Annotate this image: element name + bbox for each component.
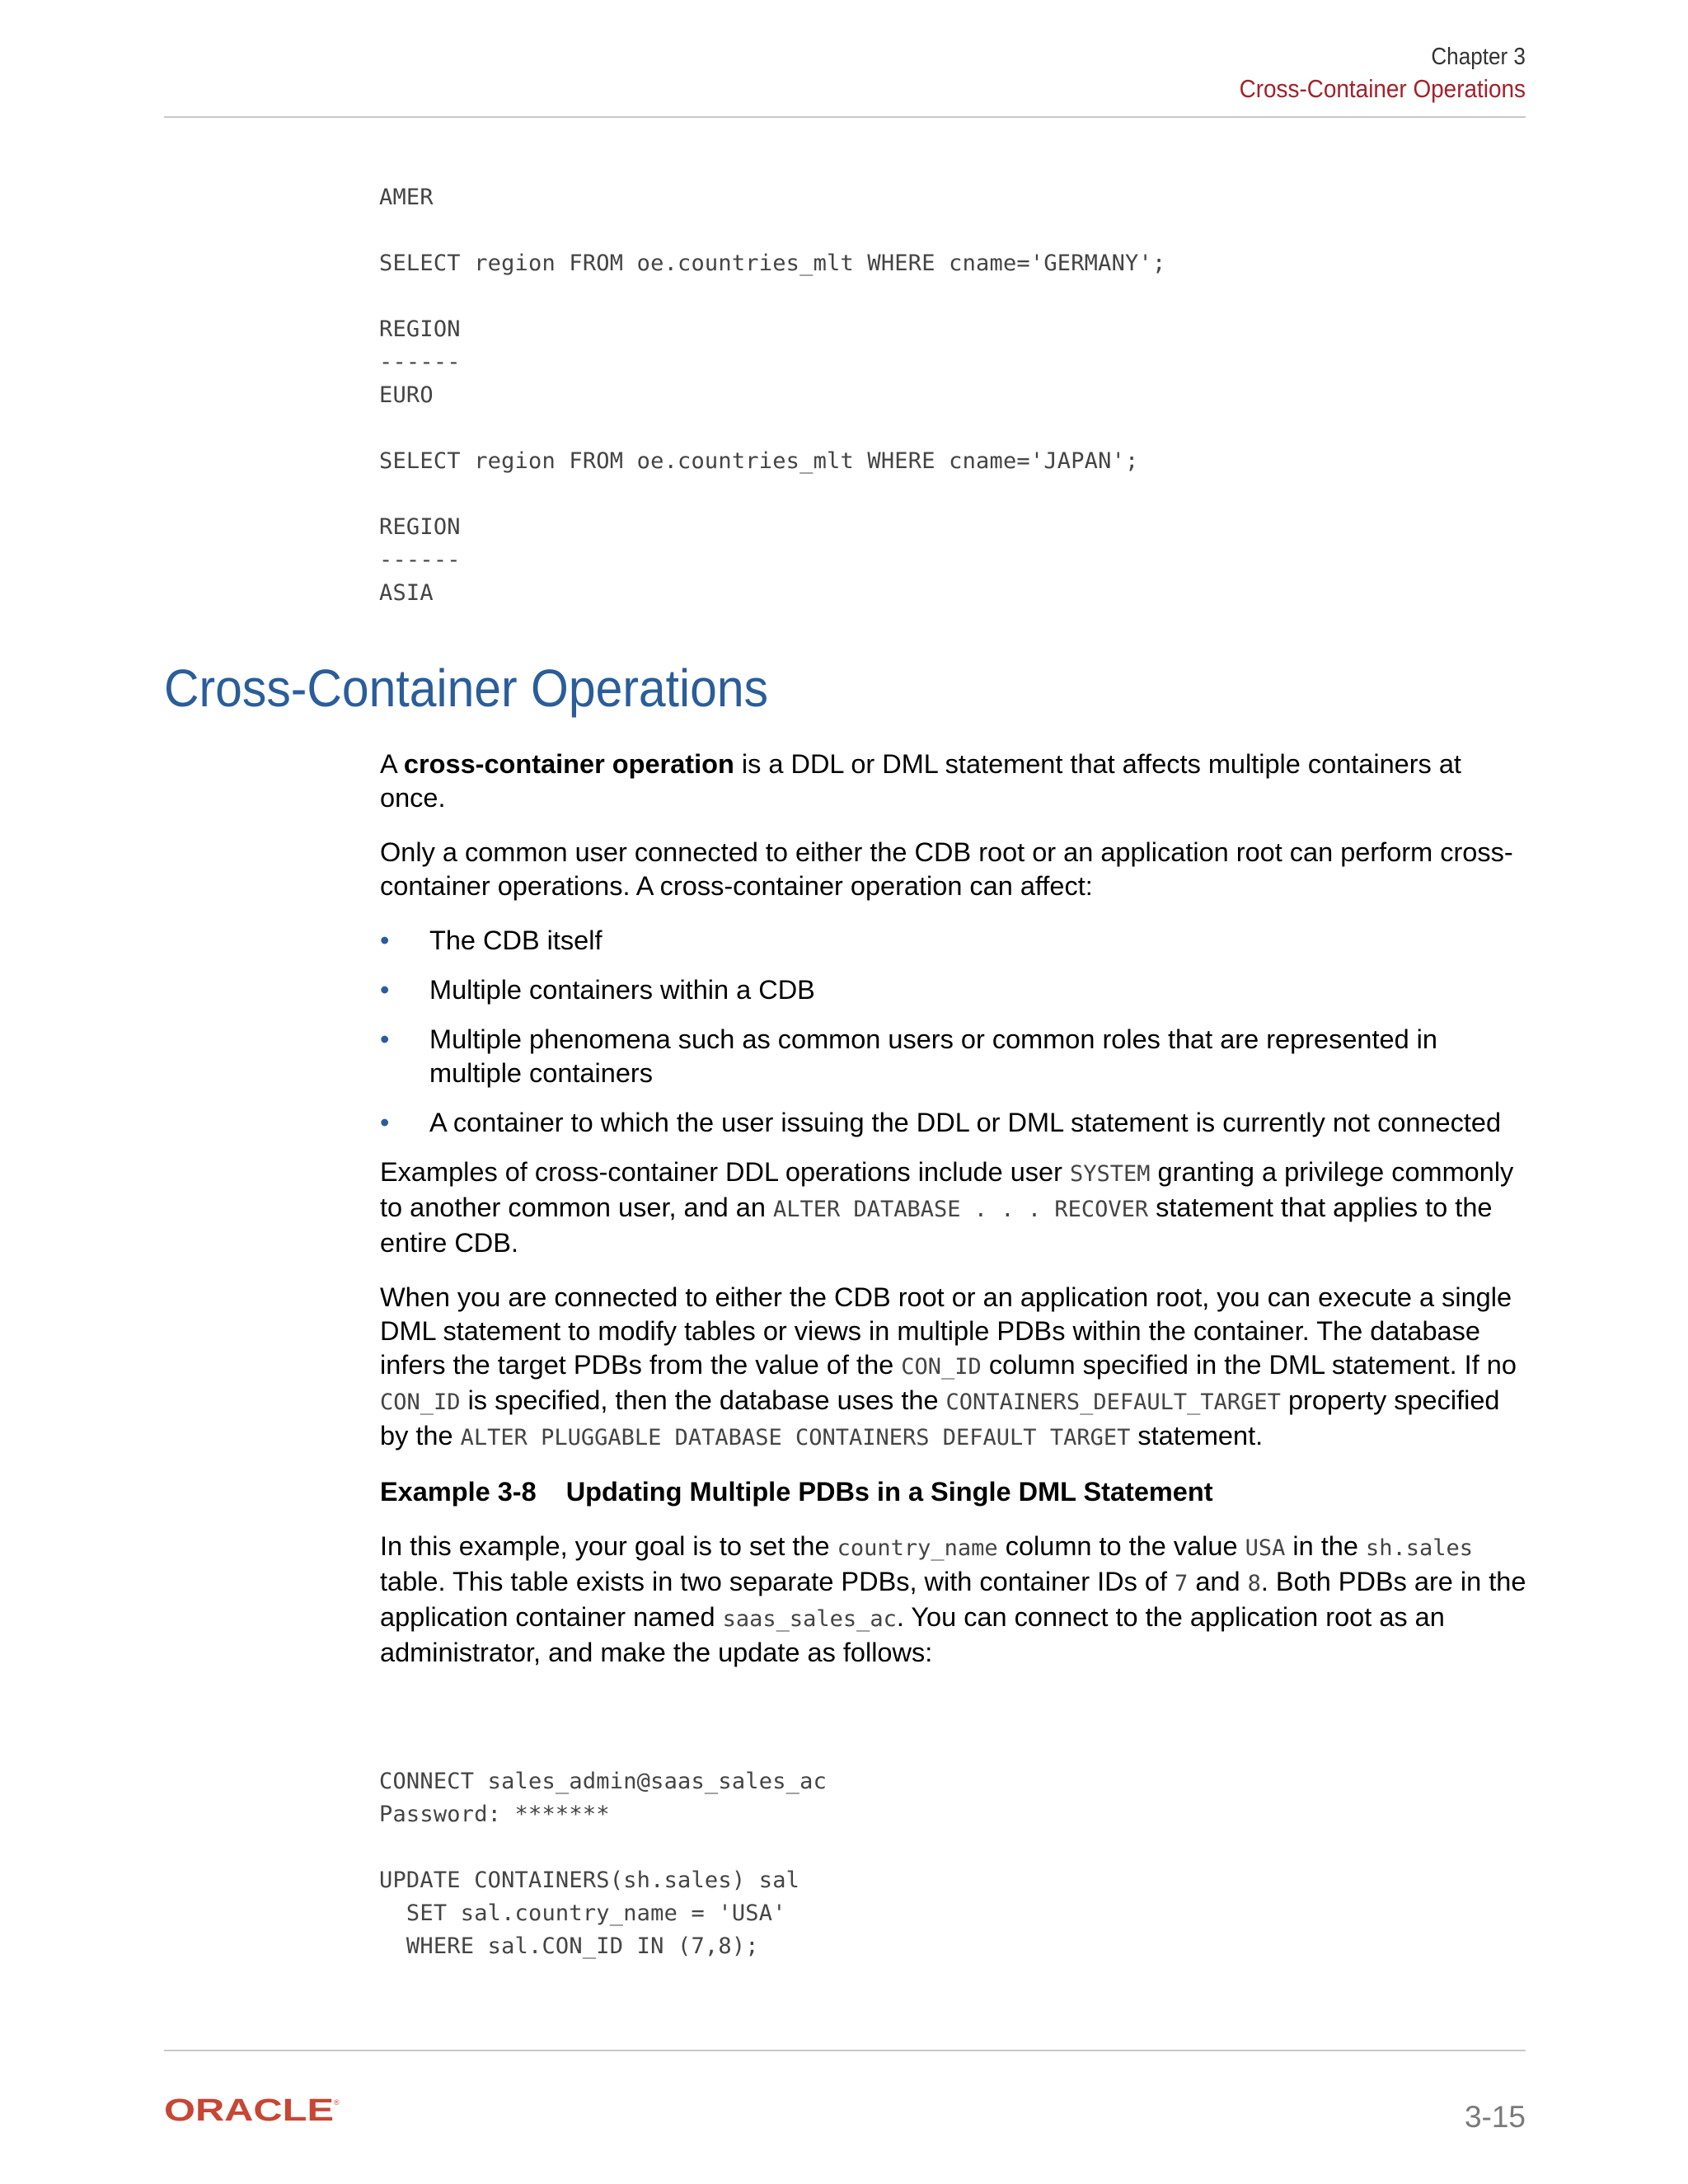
inline-code: sh.sales — [1365, 1535, 1473, 1561]
text: statement that applies to the entire CDB. — [380, 1193, 1493, 1258]
text: table. This table exists in two separate PDBs, with container IDs of — [380, 1567, 1175, 1596]
section-title: Cross-Container Operations — [164, 658, 769, 718]
body-text — [380, 748, 1527, 1690]
text: statement. — [1130, 1421, 1264, 1451]
list-item-text: Multiple containers within a CDB — [429, 975, 815, 1005]
text: . You can connect to the application root as an administrator, and make the update as follows: — [380, 1602, 1445, 1667]
chapter-label: Chapter 3 — [1431, 44, 1526, 70]
paragraph-example — [380, 1530, 1527, 1670]
text: column specified in the DML statement. If no — [981, 1350, 1517, 1380]
text: is a DDL or DML statement that affects multiple containers at once. — [380, 749, 1461, 813]
example-heading: Updating Multiple PDBs in a Single DML Statement — [565, 1477, 1213, 1507]
text: column to the value — [997, 1531, 1245, 1561]
text: Examples of cross-container DDL operations include user — [380, 1157, 1070, 1187]
text: property specified by the — [380, 1385, 1500, 1451]
list-item-text: Multiple phenomena such as common users or common roles that are represented in multiple containers — [429, 1024, 1437, 1088]
defined-term: cross-container operation — [403, 749, 734, 779]
text: and — [1188, 1567, 1248, 1596]
list-item — [380, 1023, 1527, 1090]
text: is specified, then the database uses the — [460, 1385, 946, 1415]
inline-code: ALTER PLUGGABLE DATABASE CONTAINERS DEFAULT TARGET — [460, 1425, 1131, 1451]
section-label: Cross-Container Operations — [1239, 74, 1526, 103]
paragraph-definition — [380, 748, 1527, 815]
inline-code: ALTER DATABASE . . . RECOVER — [772, 1197, 1149, 1222]
code-block-queries: AMER SELECT region FROM oe.countries_mlt WHERE cname='GERMANY'; REGION ------ EURO SELECT region FROM oe.countries_mlt WHERE cname='JAPAN'; REGION ------ ASIA — [379, 185, 1166, 606]
list-item — [380, 973, 1527, 1007]
header-rule — [164, 116, 1526, 118]
inline-code: SYSTEM — [1069, 1161, 1151, 1187]
text: . Both PDBs are in the application container named — [380, 1567, 1526, 1632]
bullet-icon: • — [380, 1024, 390, 1054]
list-item-text: A container to which the user issuing the DDL or DML statement is currently not connected — [429, 1108, 1502, 1137]
page-number: 3-15 — [1464, 2100, 1526, 2134]
list-item — [380, 924, 1527, 958]
running-header — [1207, 41, 1526, 105]
paragraph-dml — [380, 1281, 1527, 1455]
footer-rule — [164, 2050, 1526, 2051]
list-item — [380, 1106, 1527, 1140]
inline-code: CONTAINERS_DEFAULT_TARGET — [945, 1390, 1281, 1415]
svg-text:®: ® — [334, 2098, 340, 2107]
code-block-update: CONNECT sales_admin@saas_sales_ac Password: ******* UPDATE CONTAINERS(sh.sales) sal SET sal.country_name = 'USA' WHERE sal.CON_ID IN (7,8); — [379, 1769, 828, 1959]
list-item-text: The CDB itself — [429, 926, 603, 955]
paragraph-ddl-examples — [380, 1155, 1527, 1260]
svg-text:ORACLE: ORACLE — [164, 2097, 334, 2123]
oracle-logo — [164, 2097, 340, 2123]
inline-code: CON_ID — [901, 1354, 982, 1380]
text: in the — [1285, 1531, 1366, 1561]
text: granting a privilege commonly to another common user, and an — [380, 1157, 1514, 1222]
paragraph-common-user: Only a common user connected to either the CDB root or an application root can perform cross-container operations. A cross-container operation can affect: — [380, 837, 1513, 901]
text: A — [380, 749, 404, 779]
bullet-icon: • — [380, 926, 390, 955]
inline-code: CON_ID — [380, 1390, 461, 1415]
example-number: Example 3-8 — [380, 1477, 537, 1507]
inline-code: country_name — [837, 1535, 998, 1561]
inline-code: 8 — [1247, 1571, 1261, 1596]
text: In this example, your goal is to set the — [380, 1531, 837, 1561]
inline-code: saas_sales_ac — [722, 1606, 897, 1632]
text: When you are connected to either the CDB root or an application root, you can execute a single DML statement to modify tables or views in multiple PDBs within the container. The database infers the target PDBs from the value of the — [380, 1282, 1512, 1380]
inline-code: USA — [1245, 1535, 1286, 1561]
bullet-icon: • — [380, 1108, 390, 1137]
bullet-list — [380, 924, 1527, 1140]
example-title — [380, 1475, 1527, 1509]
bullet-icon: • — [380, 975, 390, 1005]
inline-code: 7 — [1175, 1571, 1189, 1596]
